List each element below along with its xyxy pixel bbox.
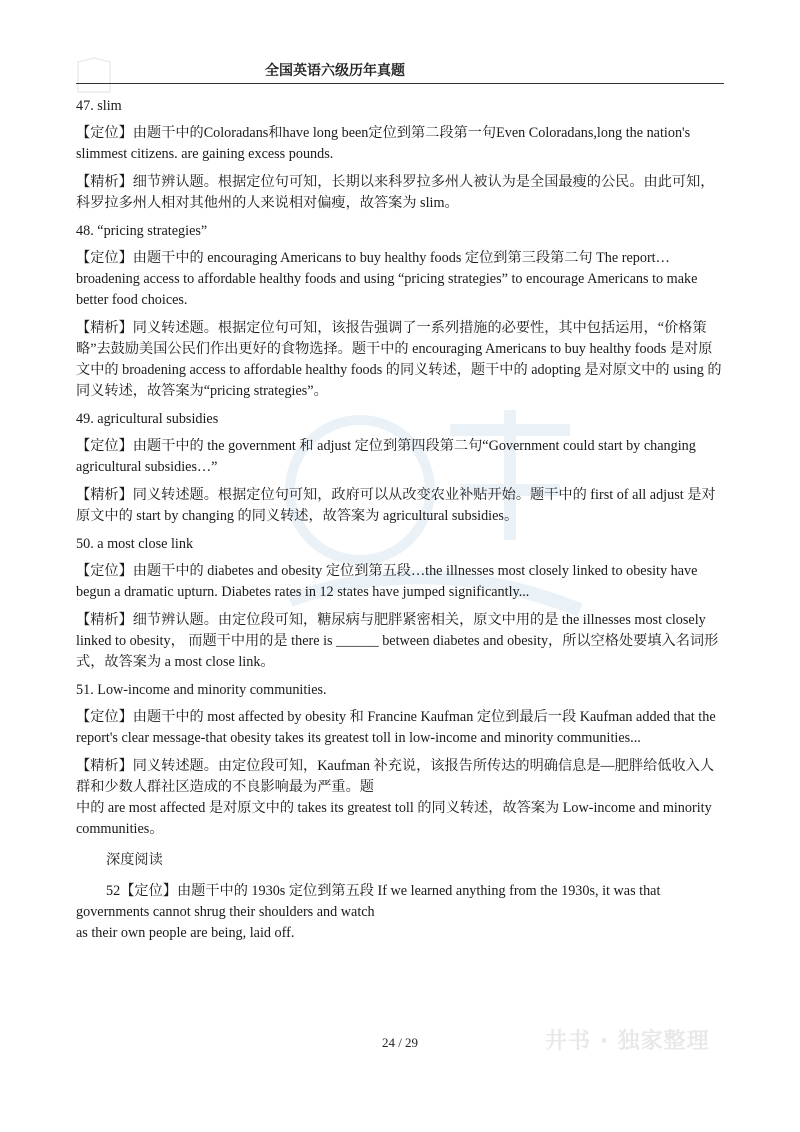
analysis-paragraph: 【精析】同义转述题。根据定位句可知，政府可以从改变农业补贴开始。题干中的 first of all adjust 是对原文中的 start by changing 的同义转述，故答案为 agricultural subsidies。 [76,487,716,524]
analysis-paragraph: 【精析】同义转述题。由定位段可知，Kaufman 补充说，该报告所传达的明确信息是—肥胖给低收入人群和少数人群社区造成的不良影响最为严重。题 中的 are most affected 是对原文中的 takes its greatest toll 的同义转述，故答案为 Low-income and minority communities。 [76,758,715,837]
item-52-paragraph: 52【定位】由题干中的 1930s 定位到第五段 If we learned anything from the 1930s, it was that governments cannot shrug their shoulders and watch as their own people are being, laid off. [76,883,661,941]
item-heading: 49. agricultural subsidies [76,411,219,427]
item-49 [76,409,724,527]
analysis-paragraph: 【精析】细节辨认题。根据定位句可知，长期以来科罗拉多州人被认为是全国最瘦的公民。由此可知，科罗拉多州人相对其他州的人来说相对偏瘦，故答案为 slim。 [76,174,715,211]
item-heading: 51. Low-income and minority communities. [76,682,327,698]
item-heading: 47. slim [76,98,122,114]
locate-paragraph: 【定位】由题干中的Coloradans和have long been定位到第二段第一句Even Coloradans,long the nation's slimmest citizens. are gaining excess pounds. [76,125,691,162]
header-divider [76,83,724,84]
locate-paragraph: 【定位】由题干中的 diabetes and obesity 定位到第五段…the illnesses most closely linked to obesity have begun a dramatic upturn. Diabetes rates in 12 states have jumped significantly... [76,563,698,600]
locate-paragraph: 【定位】由题干中的 most affected by obesity 和 Francine Kaufman 定位到最后一段 Kaufman added that the report's clear message-that obesity takes its greatest toll in low-income and minority communities... [76,709,716,746]
item-heading: 48. “pricing strategies” [76,223,208,239]
locate-paragraph: 【定位】由题干中的 the government 和 adjust 定位到第四段第二句“Government could start by changing agricultural subsidies…” [76,438,696,475]
item-heading: 50. a most close link [76,536,194,552]
item-51 [76,680,724,840]
analysis-paragraph: 【精析】细节辨认题。由定位段可知，糖尿病与肥胖紧密相关，原文中用的是 the illnesses most closely linked to obesity， 而题干中用的是 there is ______ between diabetes and obesity，所以空格处要填入名词形式，故答案为 a most close link。 [76,612,719,670]
section-title: 深度阅读 [106,852,163,868]
watermark-text: 井书 · 独家整理 [545,1029,710,1054]
page-number: 24 / 29 [381,1035,419,1050]
locate-paragraph: 【定位】由题干中的 encouraging Americans to buy healthy foods 定位到第三段第二句 The report… broadening access to affordable healthy foods and using “pricing strategies” to encourage Americans to make better food choices. [76,250,698,308]
analysis-paragraph: 【精析】同义转述题。根据定位句可知，该报告强调了一系列措施的必要性，其中包括运用，“价格策略”去鼓励美国公民们作出更好的食物选择。题干中的 encouraging Americans to buy healthy foods 是对原文中的 broadening access to affordable healthy foods 的同义转述，题干中的 adopting 是对原文中的 using 的同义转述，故答案为“pricing strategies”。 [76,320,722,399]
item-47 [76,96,724,214]
page-header-title: 全国英语六级历年真题 [265,63,405,79]
item-50 [76,534,724,673]
answer-analysis-content [76,96,724,944]
item-48 [76,221,724,402]
